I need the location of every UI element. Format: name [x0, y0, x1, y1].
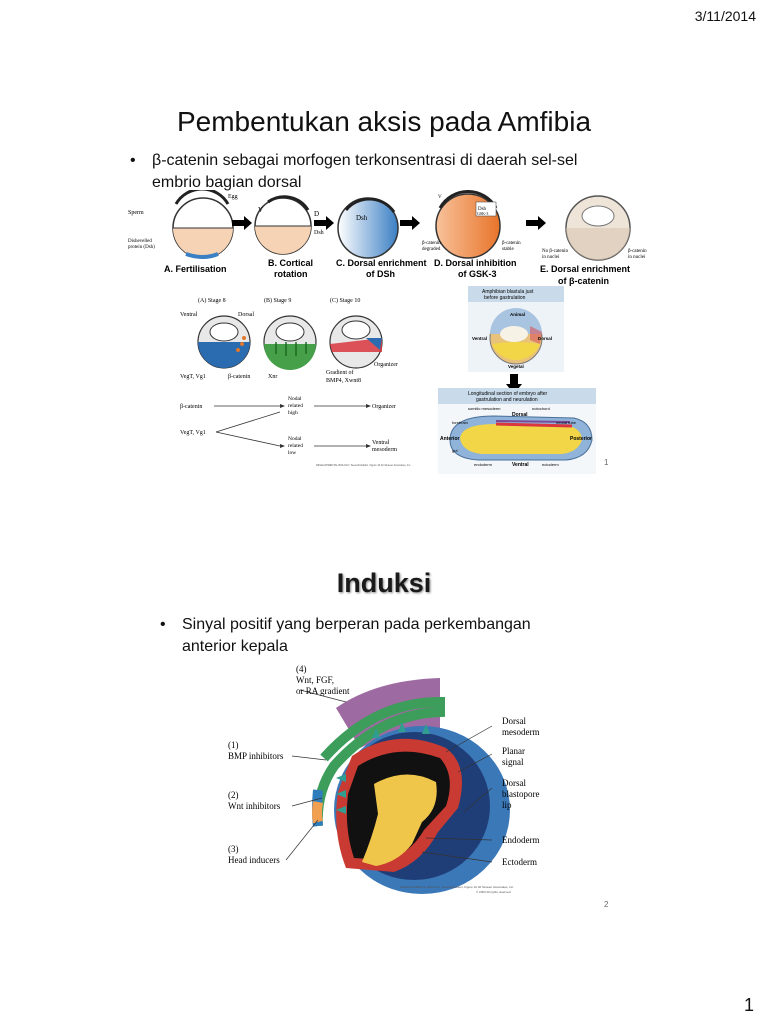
label-planar-signal-1: Planar	[502, 746, 525, 756]
label-bcat-deg-1: β-catenin	[422, 241, 441, 246]
label-gradient-1: Gradient of	[326, 370, 354, 376]
slide1-number: 1	[604, 458, 609, 467]
label-no-bcat-2: in nuclei	[542, 255, 560, 260]
blastula-vegetal: Vegetal	[508, 364, 524, 369]
caption-c-2: of DSh	[366, 269, 395, 279]
figure-credit-2: © 2003 All rights reserved.	[476, 890, 512, 894]
stage-b-label: (B) Stage 9	[264, 298, 292, 304]
slide1-title: Pembentukan aksis pada Amfibia	[176, 106, 592, 137]
label-dsh-c: Dsh	[356, 214, 368, 222]
label-blastopore-1: Dorsal	[502, 778, 526, 788]
label-v-d: V	[438, 195, 442, 200]
label-organizer-c: Organizer	[374, 362, 398, 368]
stage-c-label: (C) Stage 10	[330, 298, 361, 304]
label-4-line1: Wnt, FGF,	[296, 675, 335, 685]
slide2-bullet-line1: Sinyal positif yang berperan pada perkembangan	[182, 616, 531, 633]
label-vegt-a: VegT, Vg1	[180, 374, 206, 380]
induction-figure	[226, 662, 566, 902]
beta-catenin-stages-figure	[128, 190, 664, 290]
long-dorsal: Dorsal	[512, 412, 528, 418]
caption-c-1: C. Dorsal enrichment	[336, 258, 427, 268]
flow-nodal-low-1: Nodal	[288, 436, 302, 442]
long-endoderm: endoderm	[474, 462, 493, 467]
caption-b-2: rotation	[274, 269, 308, 279]
page-number: 1	[743, 995, 754, 1015]
label-endoderm: Endoderm	[502, 835, 540, 845]
label-dorsal-mesoderm-2: mesoderm	[502, 727, 540, 737]
slide1-bullet	[130, 150, 672, 194]
label-dorsal-a: Dorsal	[238, 312, 254, 318]
caption-d-2: of GSK-3	[458, 269, 497, 279]
caption-b-1: B. Cortical	[268, 258, 314, 268]
long-title-1: Longitudinal section of embryo after	[468, 391, 548, 397]
label-egg: Egg	[228, 194, 238, 200]
figure-credit-1: DEVELOPMENTAL BIOLOGY, Seventh Edition, Figure 10.40 Sinauer Associates, Inc.	[400, 885, 515, 889]
arrow-right-icon	[232, 216, 252, 230]
label-no-bcat-1: No β-catenin	[542, 249, 569, 254]
flow-nodal-high-2: related	[288, 403, 303, 409]
label-bcat-nuc-2: in nuclei	[628, 255, 646, 260]
flow-nodal-low-3: low	[288, 450, 297, 456]
flow-bcat: β-catenin	[180, 404, 203, 410]
slide2-title: Induksi	[336, 568, 432, 598]
long-anterior: Anterior	[440, 436, 460, 442]
longitudinal-section-figure	[438, 388, 596, 474]
stage-diagram	[176, 294, 416, 384]
label-3-num: (3)	[228, 844, 239, 854]
label-dsh-b: Dsh	[314, 230, 324, 236]
flow-nodal-low-2: related	[288, 443, 303, 449]
label-dishevelled-2: protein (Dsh)	[128, 245, 155, 250]
blastula-dorsal: Dorsal	[538, 336, 553, 341]
bullet-marker: •	[160, 616, 166, 633]
blastula-animal: Animal	[510, 312, 526, 317]
label-bcat-deg-2: degraded	[422, 247, 441, 252]
embryo-bcat-enrichment	[566, 196, 630, 260]
flow-credit: DEVELOPMENTAL BIOLOGY, Seventh Edition, Figure 10.22 Sinauer Associates, Inc.	[316, 464, 412, 467]
label-planar-signal-2: signal	[502, 757, 524, 767]
embryo-cortical-rotation	[255, 197, 311, 254]
label-blastopore-2: blastopore	[502, 789, 540, 799]
label-d-b: D	[314, 210, 320, 218]
blastula-title-1: Amphibian blastula just	[482, 289, 534, 295]
flow-vegt: VegT, Vg1	[180, 430, 206, 436]
label-ectoderm: Ectoderm	[502, 857, 537, 867]
label-ventral-a: Ventral	[180, 312, 198, 318]
label-3-text: Head inducers	[228, 855, 280, 865]
embryo-dorsal-dsh	[338, 198, 398, 258]
label-blastopore-3: lip	[502, 800, 512, 810]
slide2-bullet-line2: anterior kepala	[182, 638, 288, 655]
slide1-bullet-line1: β-catenin sebagai morfogen terkonsentrasi di daerah sel-sel	[152, 152, 578, 169]
label-bcat-a: β-catenin	[228, 374, 251, 380]
blastula-ventral: Ventral	[472, 336, 488, 341]
label-gsk-d: GSK-3	[477, 211, 489, 216]
label-1-text: BMP inhibitors	[228, 751, 284, 761]
signaling-flowchart	[176, 394, 416, 474]
label-v-b: V	[258, 206, 264, 214]
label-sperm: Sperm	[128, 210, 144, 216]
slide1-bullet-line2: embrio bagian dorsal	[152, 174, 302, 191]
flow-nodal-high-3: high	[288, 410, 298, 416]
long-somitic: somitic mesoderm	[468, 406, 501, 411]
label-2-num: (2)	[228, 790, 239, 800]
label-xnr-b: Xnr	[268, 374, 278, 380]
flow-organizer: Organizer	[372, 404, 396, 410]
label-bcat-st-1: β-catenin	[502, 241, 521, 246]
label-dsh-d: Dsh	[478, 207, 487, 212]
label-2-text: Wnt inhibitors	[228, 801, 281, 811]
arrow-right-icon	[400, 216, 420, 230]
slide2-number: 2	[604, 900, 609, 909]
label-gradient-2: BMP4, Xwnt8	[326, 378, 362, 384]
long-title-2: gastrulation and neurulation	[476, 397, 538, 403]
caption-e-2: of β-catenin	[558, 276, 609, 286]
arrow-right-icon	[314, 216, 334, 230]
stage-a-label: (A) Stage 8	[198, 298, 226, 304]
embryo-gsk3-inhibition	[436, 191, 500, 258]
long-posterior: Posterior	[570, 436, 592, 442]
long-neural-tube: neural tube	[556, 420, 577, 425]
slide-date: 3/11/2014	[694, 8, 756, 24]
label-dorsal-mesoderm-1: Dorsal	[502, 716, 526, 726]
slide2-bullet	[160, 614, 602, 658]
label-4-num: (4)	[296, 664, 307, 674]
head-inducer-band	[317, 802, 318, 822]
arrow-right-icon	[526, 216, 546, 230]
label-dishevelled-1: Dishevelled	[128, 239, 152, 244]
embryo-fertilisation	[173, 190, 233, 258]
long-gut: gut	[452, 448, 458, 453]
flow-ventral-2: mesoderm	[372, 447, 397, 453]
blastula-figure	[468, 286, 564, 372]
blastula-title-2: before gastrulation	[484, 295, 526, 301]
bullet-marker: •	[130, 152, 136, 169]
label-bcat-nuc-1: β-catenin	[628, 249, 647, 254]
caption-e-1: E. Dorsal enrichment	[540, 264, 631, 274]
label-4-line2: or RA gradient	[296, 686, 350, 696]
caption-a: A. Fertilisation	[164, 264, 227, 274]
label-bcat-st-2: stable	[502, 247, 514, 252]
flow-nodal-high-1: Nodal	[288, 396, 302, 402]
label-1-num: (1)	[228, 740, 239, 750]
flow-ventral-1: Ventral	[372, 440, 390, 446]
long-ventral: Ventral	[512, 462, 529, 468]
long-forebrain: forebrain	[452, 420, 468, 425]
long-ectoderm: ectoderm	[542, 462, 559, 467]
caption-d-1: D. Dorsal inhibition	[434, 258, 517, 268]
long-notochord: notochord	[532, 406, 550, 411]
